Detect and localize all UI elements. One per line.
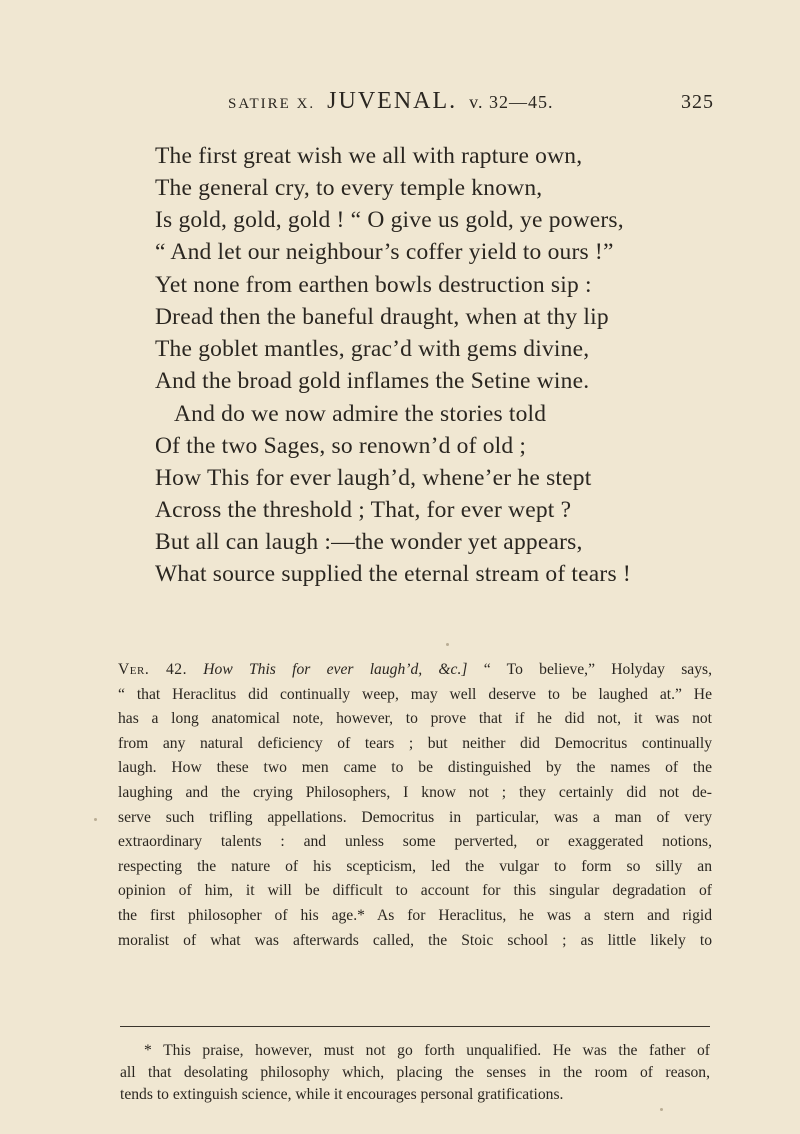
- note-line: the first philosopher of his age.* As for Heraclitus, he was a stern and rigid: [118, 906, 712, 924]
- header-verses: v. 32—45.: [469, 92, 554, 112]
- note-line: extraordinary talents : and unless some perverted, or exaggerated notions,: [118, 833, 712, 851]
- note-line: moralist of what was afterwards called, the Stoic school ; as little likely to: [118, 931, 712, 949]
- note-first-text: “ To believe,” Holyday says,: [483, 661, 712, 678]
- page-number: 325: [681, 91, 714, 113]
- poem-line: The general cry, to every temple known,: [155, 175, 543, 201]
- footnote-line: all that desolating philosophy which, placing the senses in the room of reason,: [120, 1064, 710, 1081]
- poem-line: Dread then the baneful draught, when at thy lip: [155, 304, 609, 330]
- running-header: [228, 88, 714, 128]
- footnote-line: * This praise, however, must not go forth unqualified. He was the father of: [144, 1042, 710, 1059]
- note-line: laugh. How these two men came to be distinguished by the names of the: [118, 759, 712, 777]
- poem-line: Across the threshold ; That, for ever wept ?: [155, 497, 572, 523]
- poem-line: Is gold, gold, gold ! “ O give us gold, ye powers,: [155, 207, 624, 233]
- paper-speck: [94, 818, 97, 821]
- note-line: from any natural deficiency of tears ; but neither did Democritus continually: [118, 734, 712, 752]
- poem-line: But all can laugh :—the wonder yet appears,: [155, 529, 583, 555]
- header-satire: SATIRE X.: [228, 96, 316, 112]
- poem-line: The goblet mantles, grac’d with gems divine,: [155, 336, 590, 362]
- paper-speck: [446, 643, 449, 646]
- note-line: serve such trifling appellations. Democritus in particular, was a man of very: [118, 808, 712, 826]
- poem-line: The first great wish we all with rapture own,: [155, 143, 583, 169]
- footnote-line: tends to extinguish science, while it encourages personal gratifications.: [120, 1086, 564, 1103]
- poem-line: What source supplied the eternal stream of tears !: [155, 561, 631, 587]
- poem-line: And do we now admire the stories told: [174, 401, 547, 427]
- poem-line: Of the two Sages, so renown’d of old ;: [155, 433, 527, 459]
- note-line: opinion of him, it will be difficult to account for this singular degradation of: [118, 882, 712, 900]
- header-author: JUVENAL.: [327, 88, 458, 114]
- poem-line: Yet none from earthen bowls destruction sip :: [155, 272, 592, 298]
- poem-line: How This for ever laugh’d, whene’er he stept: [155, 465, 592, 491]
- commentary-note: [118, 658, 712, 953]
- note-line: respecting the nature of his scepticism, led the vulgar to form so silly an: [118, 857, 712, 875]
- note-first-line: [118, 658, 712, 683]
- poem-line: And the broad gold inflames the Setine wine.: [155, 368, 590, 394]
- footnote: [120, 1040, 710, 1106]
- poem-line: “ And let our neighbour’s coffer yield to ours !”: [155, 239, 614, 265]
- note-line: “ that Heraclitus did continually weep, may well deserve to be laughed at.” He: [118, 685, 712, 703]
- note-line: has a long anatomical note, however, to prove that if he did not, it was not: [118, 710, 712, 728]
- note-verse-label: Ver. 42.: [118, 661, 187, 678]
- footnote-divider: [120, 1026, 710, 1027]
- paper-speck: [660, 1108, 663, 1111]
- note-line: laughing and the crying Philosophers, I know not ; they certainly did not de-: [118, 783, 712, 801]
- note-reference: How This for ever laugh’d, &c.]: [203, 661, 468, 678]
